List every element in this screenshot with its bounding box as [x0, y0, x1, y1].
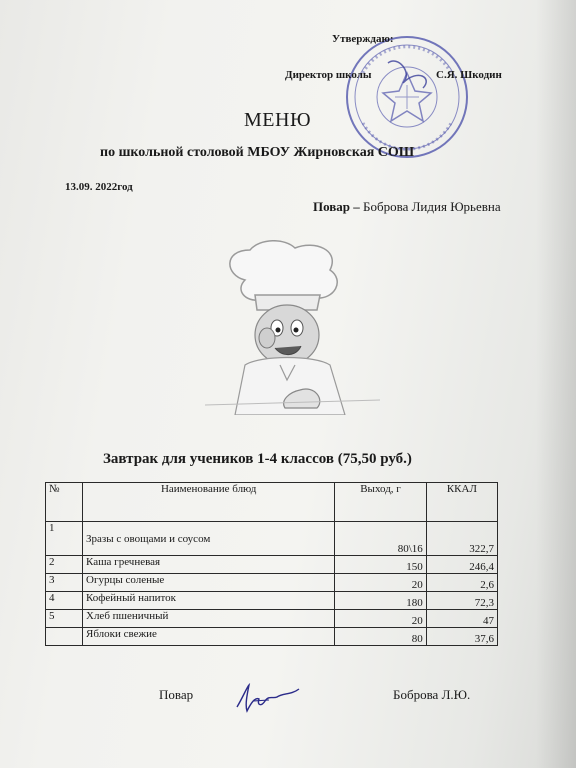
dish-name: Зразы с овощами и соусом — [83, 522, 335, 556]
signature-icon — [233, 677, 303, 717]
menu-date: 13.09. 2022год — [65, 181, 133, 193]
cook-line — [313, 199, 501, 215]
table-row — [46, 592, 498, 610]
col-name-header: Наименование блюд — [83, 483, 335, 522]
page-subtitle: по школьной столовой МБОУ Жирновская СОШ — [100, 145, 415, 160]
dish-output: 180 — [335, 592, 426, 610]
dish-kcal: 2,6 — [426, 574, 497, 592]
dish-output: 80 — [335, 628, 426, 646]
dish-kcal: 47 — [426, 610, 497, 628]
col-number-header: № — [46, 483, 83, 522]
dish-name: Кофейный напиток — [83, 592, 335, 610]
table-row — [46, 574, 498, 592]
approval-label: Утверждаю: — [332, 33, 394, 45]
page-title: МЕНЮ — [244, 109, 311, 131]
page-shadow — [536, 0, 576, 768]
col-kcal-header: ККАЛ — [426, 483, 497, 522]
dish-name: Хлеб пшеничный — [83, 610, 335, 628]
row-number: 1 — [46, 522, 83, 556]
dish-kcal: 72,3 — [426, 592, 497, 610]
table-row — [46, 522, 498, 556]
director-label: Директор школы — [285, 69, 372, 81]
dish-output: 80\16 — [335, 522, 426, 556]
dish-output: 20 — [335, 610, 426, 628]
dish-name: Каша гречневая — [83, 556, 335, 574]
row-number: 4 — [46, 592, 83, 610]
dish-name: Огурцы соленые — [83, 574, 335, 592]
dish-kcal: 322,7 — [426, 522, 497, 556]
menu-table — [45, 482, 498, 646]
dish-output: 20 — [335, 574, 426, 592]
row-number: 5 — [46, 610, 83, 628]
director-name: С.Я. Шкодин — [436, 69, 502, 81]
cook-name: Боброва Лидия Юрьевна — [363, 199, 501, 214]
cook-label: Повар – — [313, 199, 360, 214]
dish-kcal: 246,4 — [426, 556, 497, 574]
footer-cook-label: Повар — [159, 687, 194, 702]
table-row — [46, 628, 498, 646]
chef-icon — [205, 240, 380, 415]
table-header-row — [46, 483, 498, 522]
dish-name: Яблоки свежие — [83, 628, 335, 646]
table-row — [46, 610, 498, 628]
round-stamp-icon — [343, 33, 471, 161]
table-row — [46, 556, 498, 574]
row-number: 3 — [46, 574, 83, 592]
col-output-header: Выход, г — [335, 483, 426, 522]
dish-output: 150 — [335, 556, 426, 574]
row-number: 2 — [46, 556, 83, 574]
footer-cook-name: Боброва Л.Ю. — [393, 687, 471, 702]
meal-title: Завтрак для учеников 1-4 классов (75,50 руб.) — [103, 451, 412, 467]
row-number — [46, 628, 83, 646]
dish-kcal: 37,6 — [426, 628, 497, 646]
